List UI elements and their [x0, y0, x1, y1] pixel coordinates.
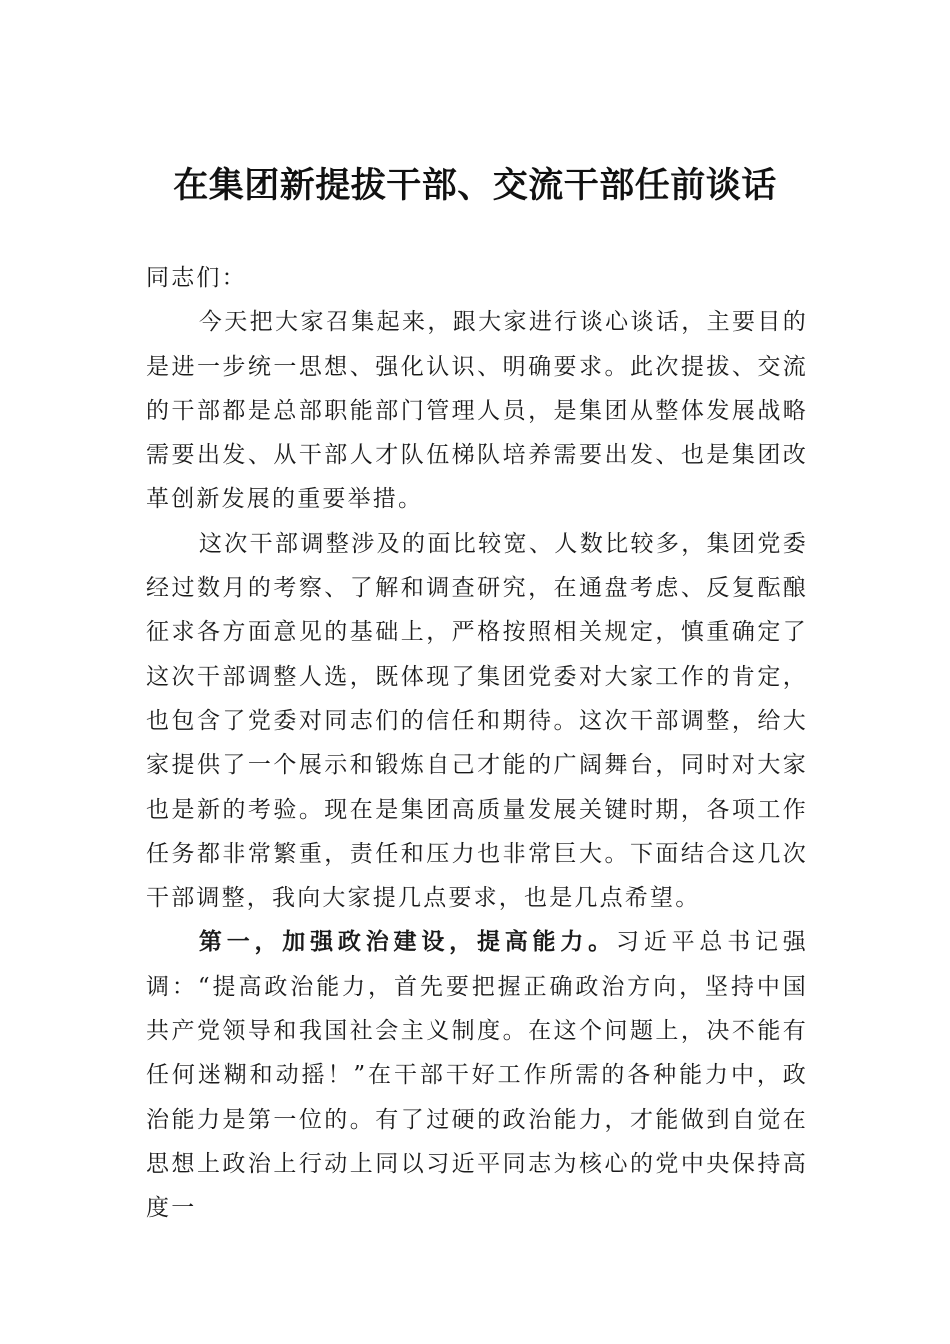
document-title: 在集团新提拔干部、交流干部任前谈话 [173, 165, 777, 206]
paragraph-2-text: 这次干部调整涉及的面比较宽、人数比较多，集团党委经过数月的考察、了解和调查研究，在通盘考虑、反复酝酿征求各方面意见的基础上，严格按照相关规定，慎重确定了这次干部调整人选，既体现了集团党委对大家工作的肯定，也包含了党委对同志们的信任和期待。这次干部调整，给大家提供了一个展示和锻炼自己才能的广阔舞台，同时对大家也是新的考验。现在是集团高质量发展关键时期，各项工作任务都非常繁重，责任和压力也非常巨大。下面结合这几次干部调整，我向大家提几点要求，也是几点希望。 [146, 530, 808, 912]
paragraph-3-lead: 第一，加强政治建设，提高能力。 [198, 928, 616, 956]
paragraph-3-text: 习近平总书记强调：“提高政治能力，首先要把握正确政治方向，坚持中国共产党领导和我国社会主义制度。在这个问题上，决不能有任何迷糊和动摇！”在干部干好工作所需的各种能力中，政治能力是第一位的。有了过硬的政治能力，才能做到自觉在思想上政治上行动上同以习近平同志为核心的党中央保持高度一 [146, 929, 808, 1222]
document-body [146, 256, 808, 1231]
paragraph-3 [146, 920, 808, 1230]
paragraph-1-text: 今天把大家召集起来，跟大家进行谈心谈话，主要目的是进一步统一思想、强化认识、明确要求。此次提拔、交流的干部都是总部职能部门管理人员，是集团从整体发展战略需要出发、从干部人才队伍梯队培养需要出发、也是集团改革创新发展的重要举措。 [146, 309, 808, 513]
paragraph-2 [146, 522, 808, 921]
paragraph-1 [146, 300, 808, 521]
greeting: 同志们： [146, 265, 247, 291]
